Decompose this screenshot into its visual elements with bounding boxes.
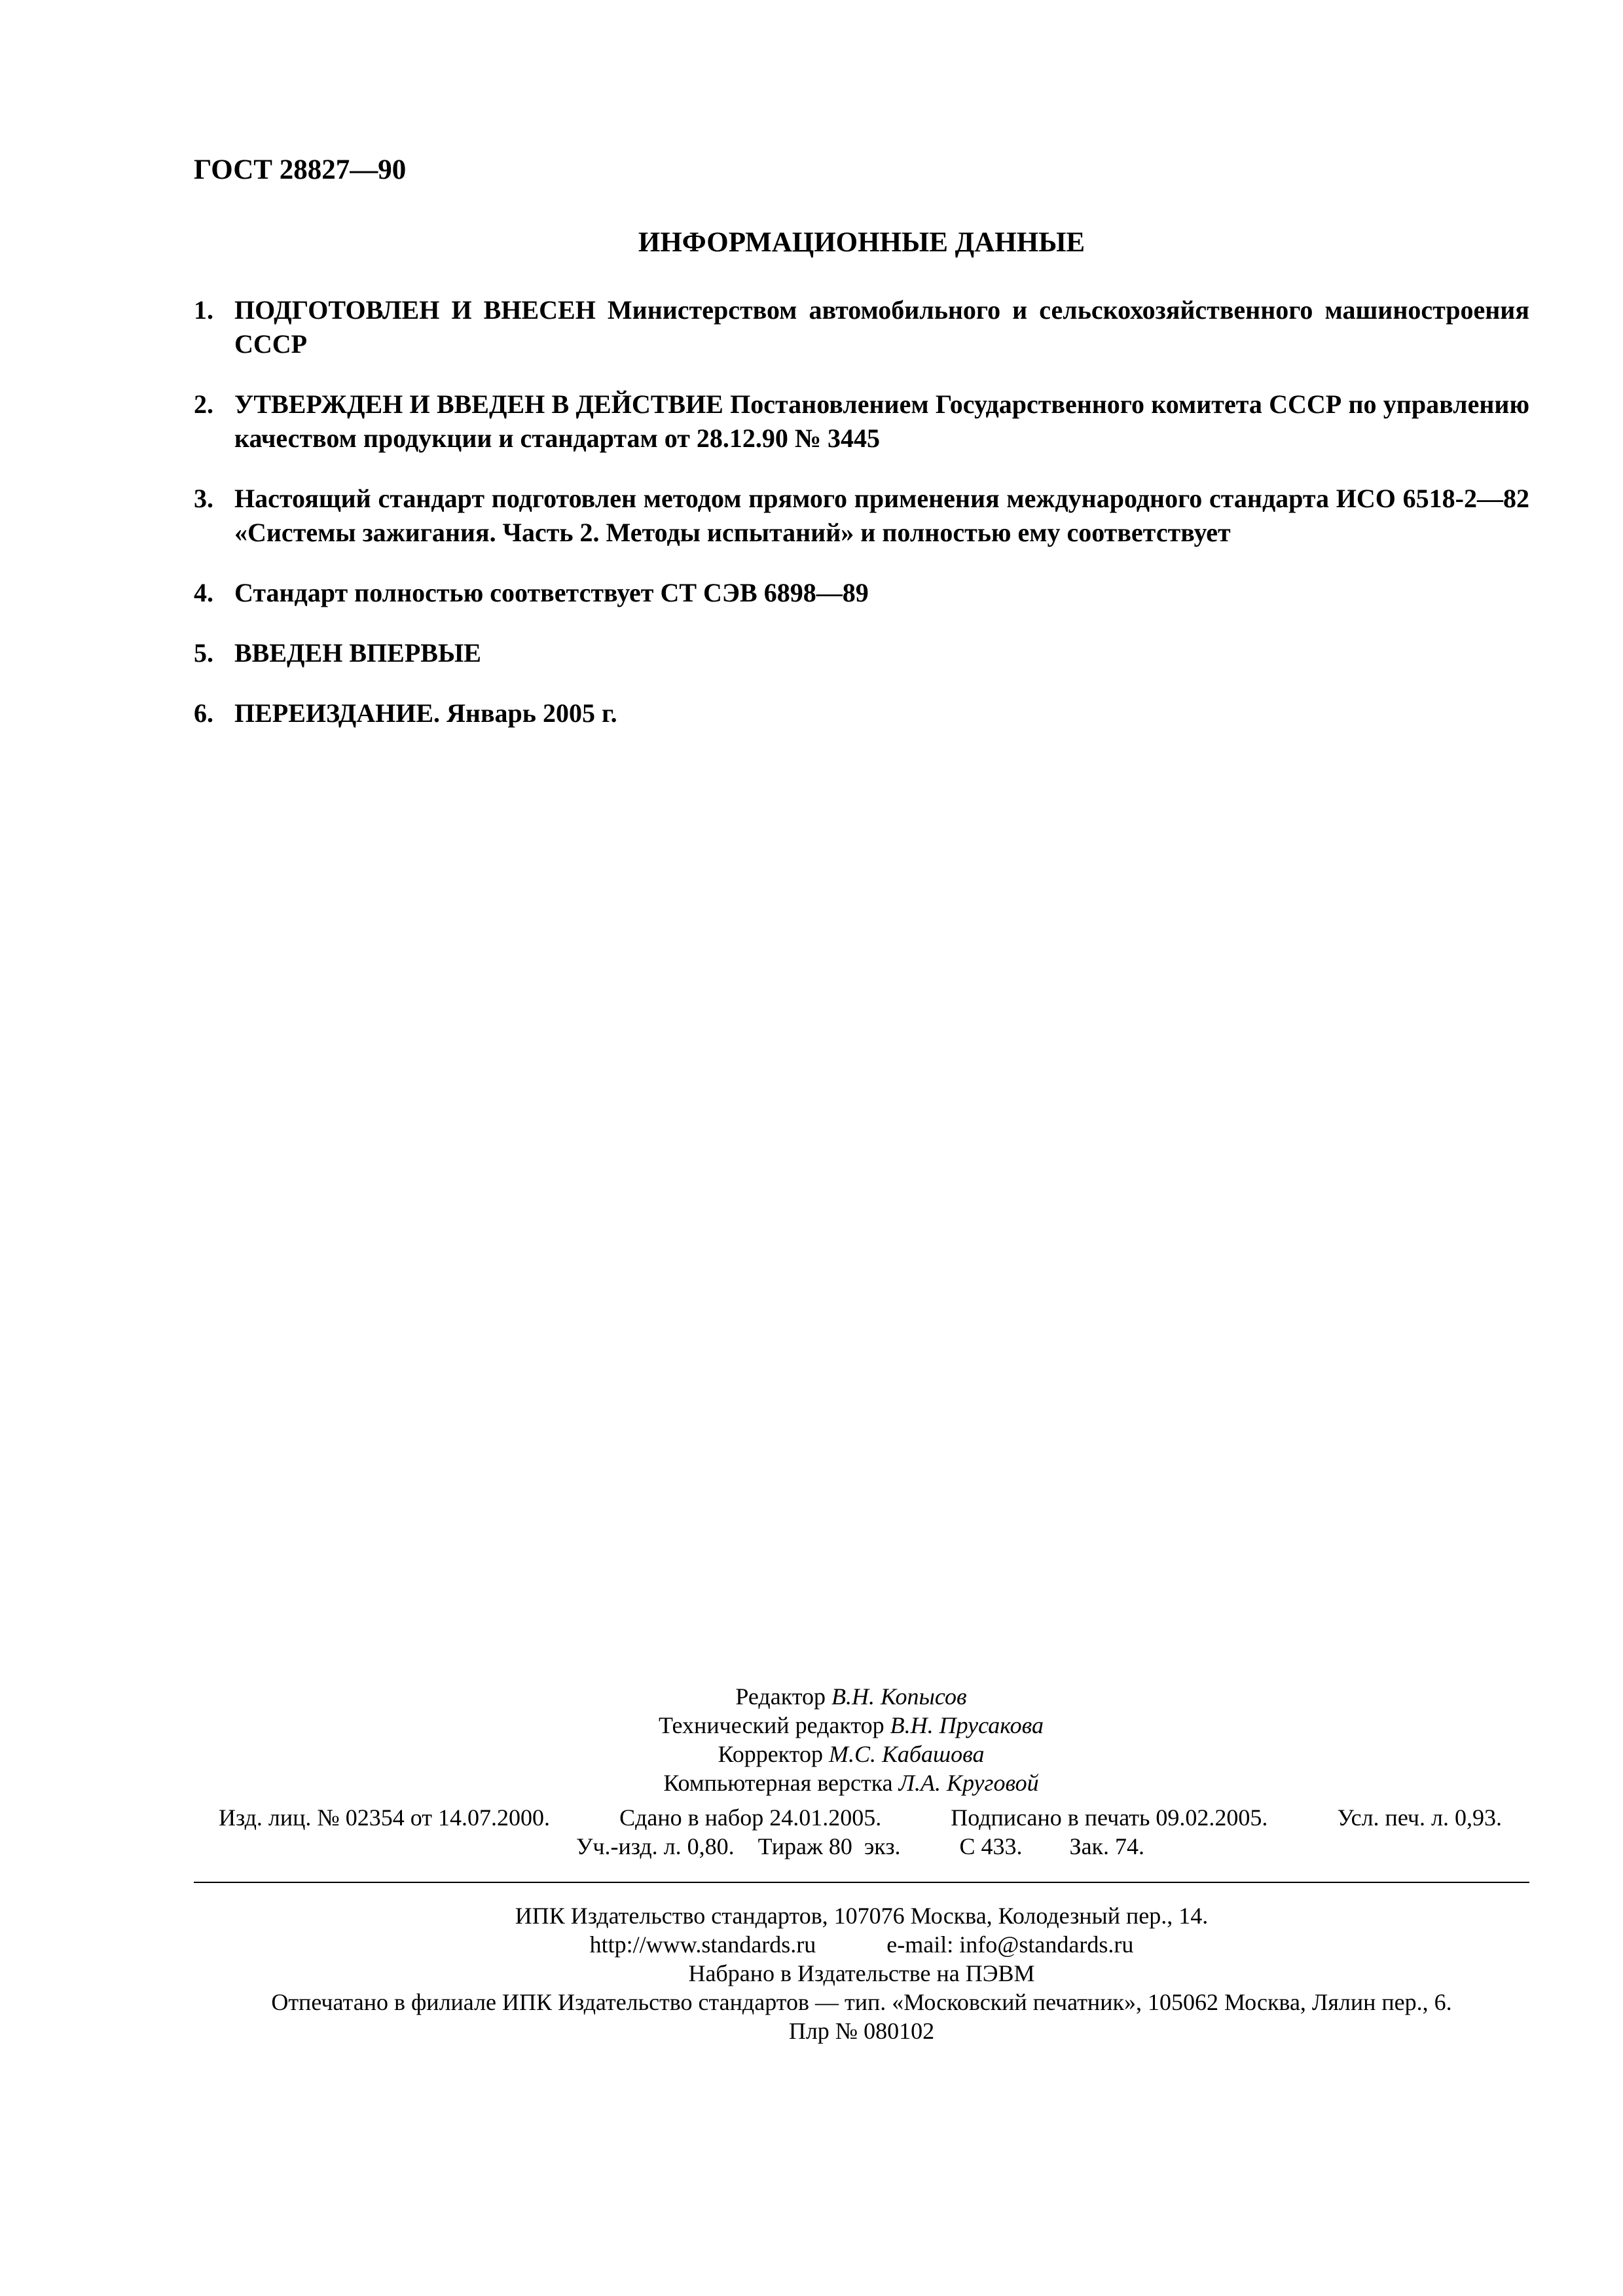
credit-layout bbox=[458, 1768, 1244, 1797]
printing-house: Отпечатано в филиале ИПК Издательство стандартов — тип. «Московский печатник», 105062 Москва, Лялин пер., 6. bbox=[271, 1989, 1452, 2015]
list-item bbox=[194, 576, 1529, 610]
section-heading: ИНФОРМАЦИОННЫЕ ДАННЫЕ bbox=[638, 227, 1085, 258]
credit-name: В.Н. Прусакова bbox=[890, 1712, 1044, 1738]
item-number: 6. bbox=[194, 698, 213, 728]
list-item bbox=[194, 482, 1529, 550]
printer-info bbox=[194, 1901, 1529, 2045]
item-number: 1. bbox=[194, 295, 213, 325]
typeset-date: Сдано в набор 24.01.2005. bbox=[619, 1804, 882, 1831]
list-item bbox=[194, 636, 1529, 670]
printed-sheets: Усл. печ. л. 0,93. bbox=[1337, 1804, 1502, 1831]
credit-name: М.С. Кабашова bbox=[828, 1741, 985, 1767]
item-text: Январь 2005 г. bbox=[440, 698, 617, 728]
publication-details-row bbox=[219, 1803, 1502, 1832]
credit-name: Л.А. Круговой bbox=[898, 1770, 1039, 1796]
credit-editor bbox=[458, 1682, 1244, 1711]
item-lead: ПЕРЕИЗДАНИЕ. bbox=[234, 698, 441, 728]
credit-role: Технический редактор bbox=[658, 1712, 890, 1738]
item-number: 4. bbox=[194, 578, 213, 607]
publication-details-row-2: Уч.-изд. л. 0,80. Тираж 80 экз. С 433. Зак. 74. bbox=[575, 1833, 1145, 1859]
item-text: Стандарт полностью соответствует СТ СЭВ 6898—89 bbox=[234, 578, 869, 607]
list-item bbox=[194, 293, 1529, 361]
credit-proofreader bbox=[458, 1740, 1244, 1768]
credit-tech-editor bbox=[458, 1711, 1244, 1740]
item-lead: ВВЕДЕН ВПЕРВЫЕ bbox=[234, 638, 481, 668]
divider bbox=[194, 1882, 1529, 1883]
item-number: 3. bbox=[194, 484, 213, 513]
print-signed-date: Подписано в печать 09.02.2005. bbox=[951, 1804, 1268, 1831]
credits-block bbox=[458, 1682, 1244, 1797]
publisher-web-email: http://www.standards.ru e-mail: info@standards.ru bbox=[589, 1931, 1134, 1958]
printing-license: Плр № 080102 bbox=[788, 2018, 935, 2044]
credit-role: Корректор bbox=[718, 1741, 829, 1767]
item-text: Постановлением Государственного комитета СССР по управлению качеством продукции и стандартам от 28.12.90 № 3445 bbox=[234, 389, 1530, 453]
item-number: 5. bbox=[194, 638, 213, 668]
item-text: Министерством автомобильного и сельскохозяйственного машиностроения СССР bbox=[234, 295, 1529, 359]
document-code: ГОСТ 28827—90 bbox=[194, 154, 407, 185]
list-item bbox=[194, 696, 1529, 730]
typeset-note: Набрано в Издательстве на ПЭВМ bbox=[688, 1960, 1035, 1986]
credit-role: Редактор bbox=[735, 1683, 831, 1710]
item-lead: ПОДГОТОВЛЕН И ВНЕСЕН bbox=[234, 295, 596, 325]
credit-role: Компьютерная верстка bbox=[663, 1770, 899, 1796]
item-text: Настоящий стандарт подготовлен методом прямого применения международного стандарта ИСО 6518-2—82 «Системы зажигания. Часть 2. Методы испытаний» и полностью ему соответствует bbox=[234, 484, 1529, 547]
list-item bbox=[194, 387, 1529, 456]
item-number: 2. bbox=[194, 389, 213, 419]
publisher-address: ИПК Издательство стандартов, 107076 Москва, Колодезный пер., 14. bbox=[515, 1903, 1209, 1929]
item-lead: УТВЕРЖДЕН И ВВЕДЕН В ДЕЙСТВИЕ bbox=[234, 389, 723, 419]
info-list bbox=[194, 293, 1529, 757]
publisher-license: Изд. лиц. № 02354 от 14.07.2000. bbox=[219, 1804, 550, 1831]
credit-name: В.Н. Копысов bbox=[831, 1683, 967, 1710]
